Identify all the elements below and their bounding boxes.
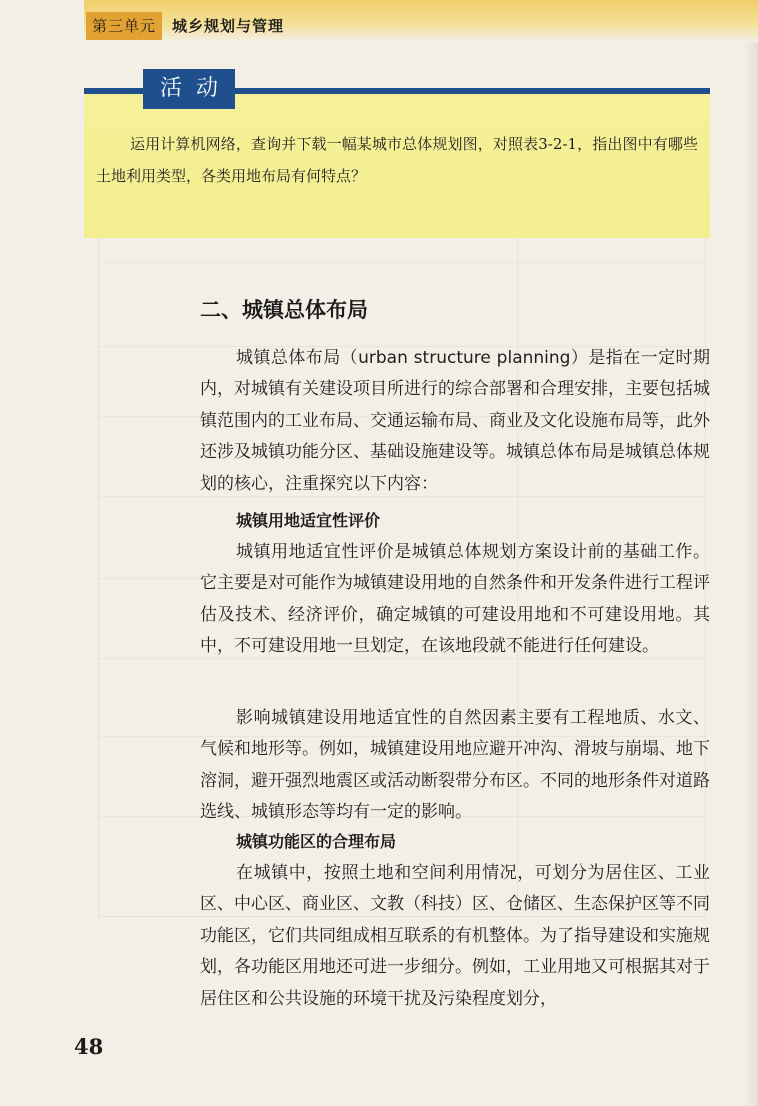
- sub-heading-land-suitability: 城镇用地适宜性评价: [236, 511, 381, 530]
- sub-heading-functional-zones: 城镇功能区的合理布局: [236, 832, 397, 851]
- functional-zones-paragraph: 在城镇中，按照土地和空间利用情况，可划分为居住区、工业区、中心区、商业区、文教（科技）区、仓储区、生态保护区等不同功能区，它们共同组成相互联系的有机整体。为了指导建设和实施规划，各功能区用地还可进一步细分。例如，工业用地又可根据其对于居住区和公共设施的环境干扰及污染程度划分，: [200, 863, 710, 1009]
- section-heading: 二、城镇总体布局: [200, 298, 368, 322]
- intro-paragraph: 城镇总体布局（urban structure planning）是指在一定时期内，对城镇有关建设项目所进行的综合部署和合理安排，主要包括城镇范围内的工业布局、交通运输布局、商业及文化设施布局等，此外还涉及城镇功能分区、基础设施建设等。城镇总体布局是城镇总体规划的核心，注重探究以下内容：: [200, 348, 710, 494]
- page-edge: [744, 0, 758, 1106]
- page-number: 48: [74, 1034, 104, 1059]
- activity-text: 运用计算机网络，查询并下载一幅某城市总体规划图，对照表3-2-1，指出图中有哪些土地利用类型，各类用地布局有何特点？: [96, 135, 698, 185]
- land-suitability-paragraph-2: 影响城镇建设用地适宜性的自然因素主要有工程地质、水文、气候和地形等。例如，城镇建设用地应避开冲沟、滑坡与崩塌、地下溶洞，避开强烈地震区或活动断裂带分布区。不同的地形条件对道路选线、城镇形态等均有一定的影响。: [200, 708, 710, 823]
- land-suitability-paragraph-1: 城镇用地适宜性评价是城镇总体规划方案设计前的基础工作。它主要是对可能作为城镇建设用地的自然条件和开发条件进行工程评估及技术、经济评价，确定城镇的可建设用地和不可建设用地。其中，不可建设用地一旦划定，在该地段就不能进行任何建设。: [200, 542, 710, 657]
- chapter-title: 城乡规划与管理: [172, 17, 285, 35]
- activity-tab: 活动: [143, 69, 235, 109]
- unit-label: 第三单元: [86, 12, 162, 40]
